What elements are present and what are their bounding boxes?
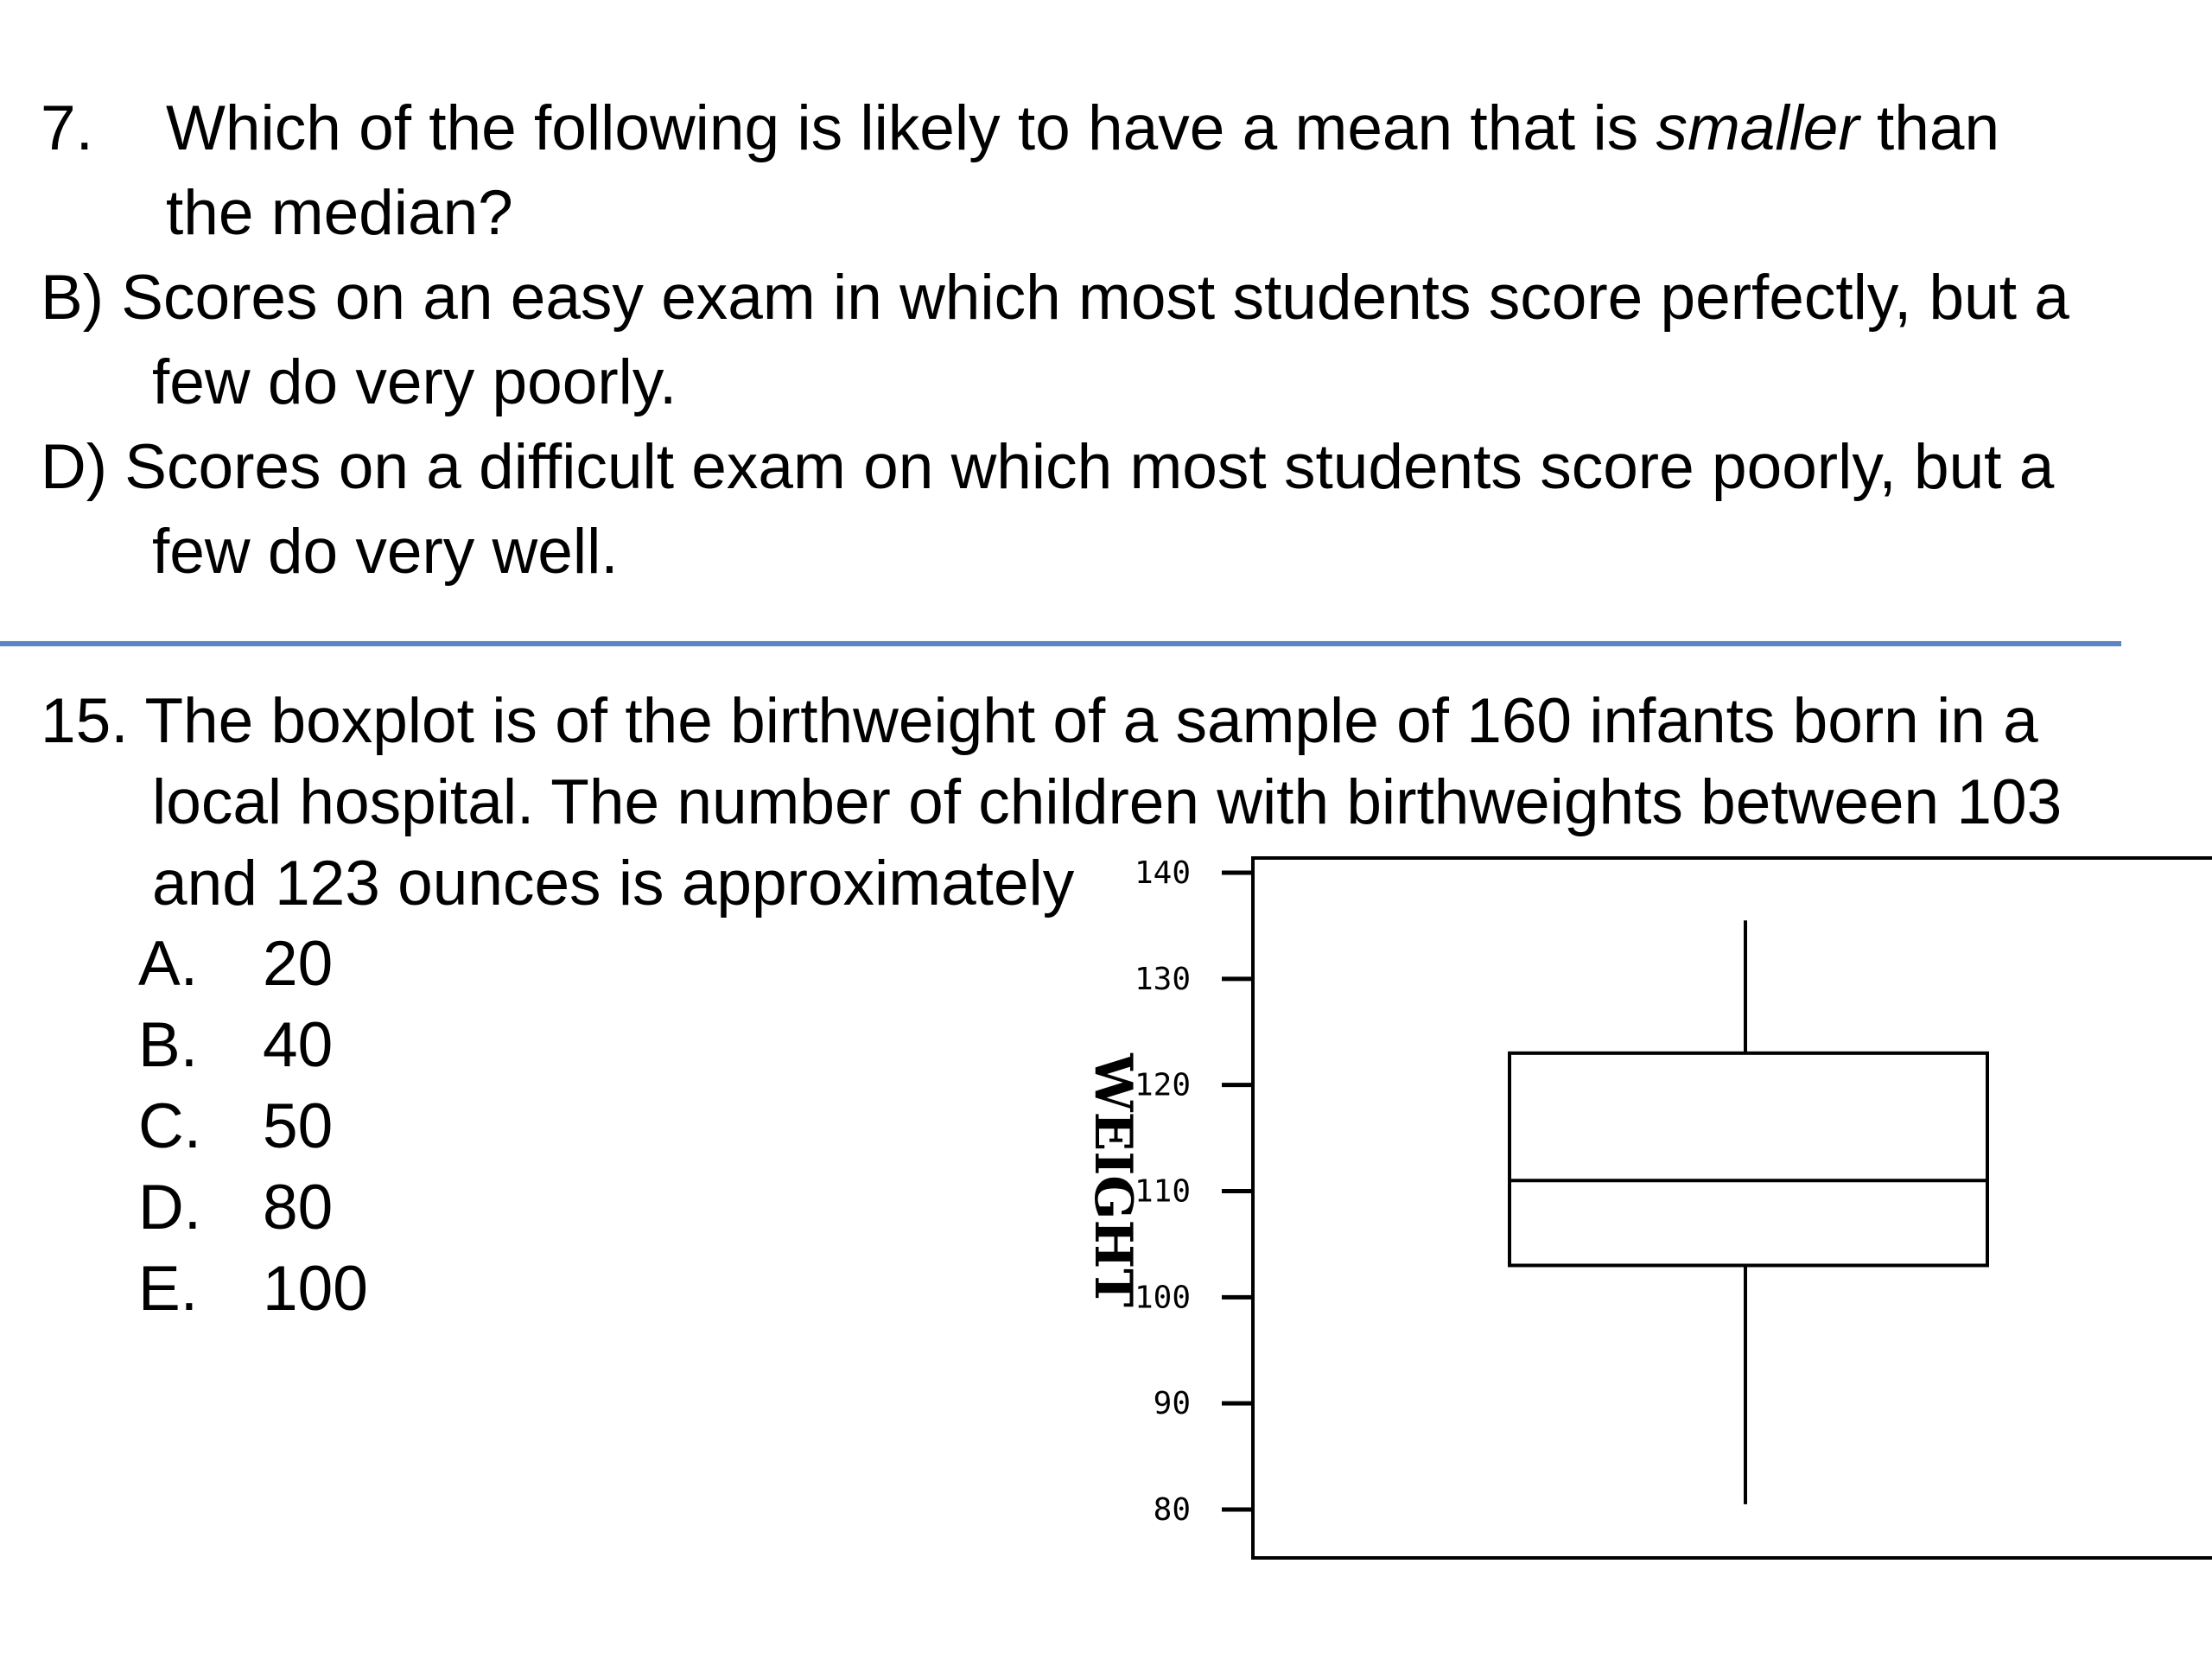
y-tick-label: 100	[1134, 1280, 1191, 1316]
q15-line-1: 15. The boxplot is of the birthweight of a sample of 160 infants born in a	[41, 686, 2038, 756]
plot-frame	[1253, 858, 2212, 1558]
option-letter: E.	[138, 1254, 198, 1324]
q7-question-line-1: Which of the following is likely to have a mean that is smaller than	[166, 93, 2000, 163]
q7-number: 7.	[41, 93, 93, 163]
y-tick-label: 140	[1134, 855, 1191, 891]
option-value: 50	[263, 1091, 334, 1161]
y-tick-label: 110	[1134, 1173, 1191, 1210]
q7-emphasis: smaller	[1656, 93, 1859, 163]
q7-option-b-line-2: few do very poorly.	[152, 347, 677, 417]
option-value: 40	[263, 1010, 334, 1080]
y-tick-label: 90	[1153, 1386, 1191, 1422]
y-axis-label: WEIGHT	[1083, 1053, 1143, 1307]
option-value: 20	[263, 929, 334, 999]
option-letter: C.	[138, 1091, 201, 1161]
option-letter: D.	[138, 1173, 201, 1243]
q7-option-b-line-1: B) Scores on an easy exam in which most students score perfectly, but a	[41, 263, 2069, 333]
q7-question-line-2: the median?	[166, 178, 513, 248]
q15-line-2: local hospital. The number of children with birthweights between 103	[152, 767, 2063, 837]
option-letter: B.	[138, 1010, 198, 1080]
option-letter: A.	[138, 929, 198, 999]
y-tick-label: 120	[1134, 1067, 1191, 1103]
q7-option-d-line-1: D) Scores on a difficult exam on which most students score poorly, but a	[41, 432, 2055, 502]
q7-option-d-line-2: few do very well.	[152, 517, 619, 587]
y-ticks	[1135, 855, 1253, 1528]
y-tick-label: 130	[1134, 961, 1191, 997]
iqr-box	[1510, 1053, 1987, 1266]
y-tick-label: 80	[1153, 1492, 1191, 1528]
q15-line-3: and 123 ounces is approximately	[152, 849, 1075, 918]
option-value: 100	[263, 1254, 368, 1324]
option-value: 80	[263, 1173, 334, 1243]
